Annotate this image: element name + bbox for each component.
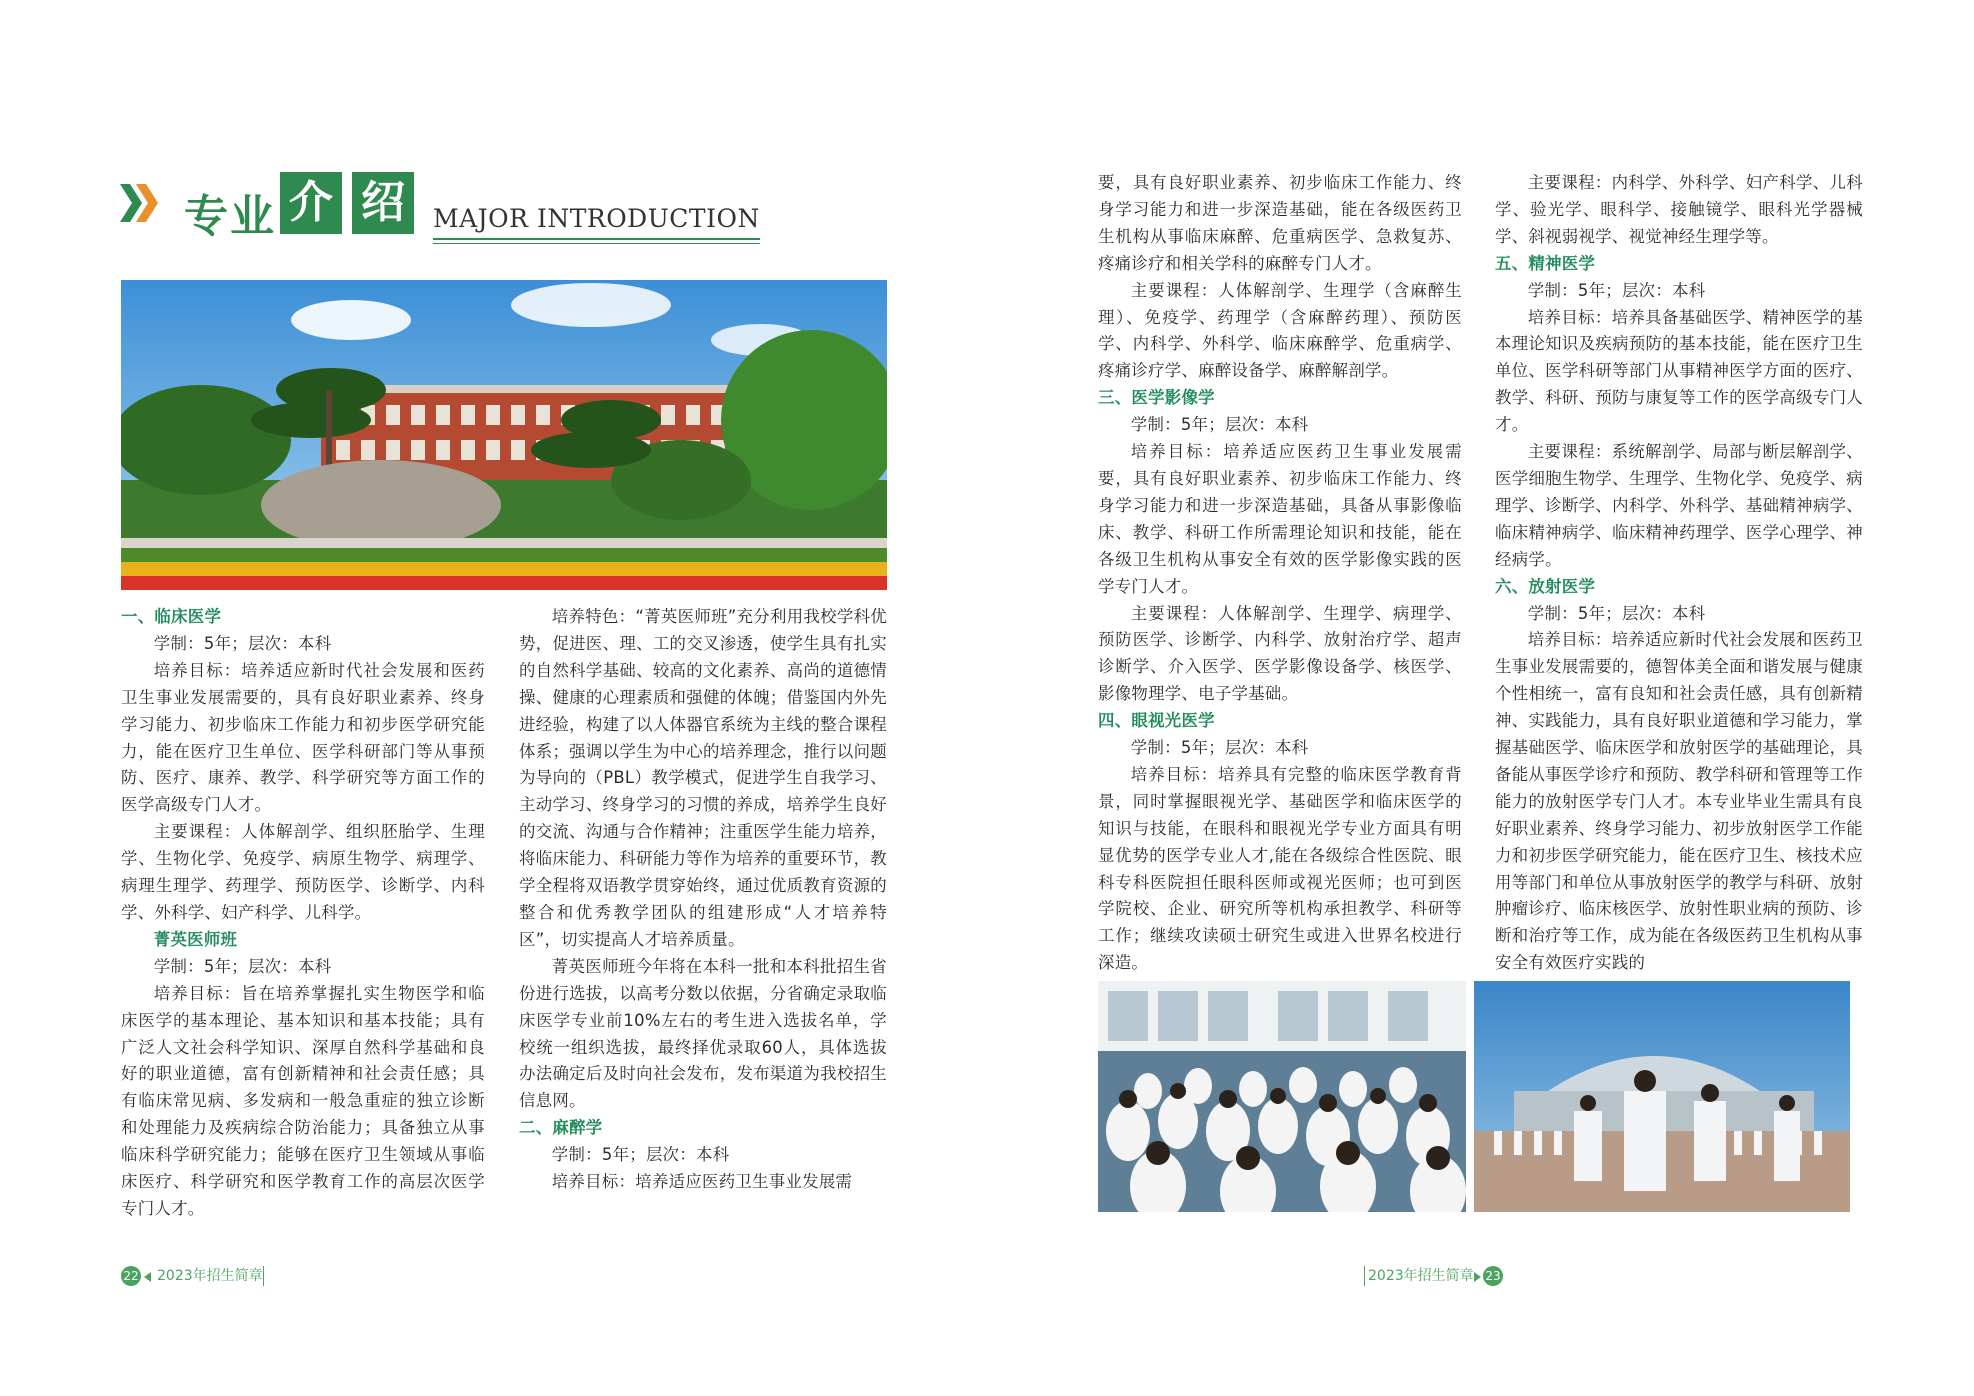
imaging-courses: 主要课程：人体解剖学、生理学、病理学、预防医学、诊断学、内科学、放射治疗学、超声诊断学、介入医学、医学影像设备学、核医学、影像物理学、电子学基础。: [1098, 603, 1462, 704]
footer-divider-left: [263, 1266, 264, 1286]
anesthesia-courses: 主要课程：人体解剖学、生理学（含麻醉生理）、免疫学、药理学（含麻醉药理）、预防医学、内科学、外科学、临床麻醉学、危重病学、疼痛诊疗学、麻醉设备学、麻醉解剖学。: [1098, 280, 1462, 381]
left-column-2: [519, 604, 887, 1196]
triangle-left-icon: [144, 1272, 151, 1282]
right-column-1: [1098, 170, 1462, 977]
title-underline-2: [433, 243, 760, 244]
elite-admission: 菁英医师班今年将在本科一批和本科批招生省份进行选拔，以高考分数以依据，分省确定录取临床医学专业前10%左右的考生进入选拔名单，学校统一组织选拔，最终择优录取60人，具体选拔办法确定后及时向社会发布，发布渠道为我校招生信息网。: [519, 956, 887, 1111]
optometry-duration: 学制：5年；层次：本科: [1130, 738, 1309, 758]
psychiatry-duration: 学制：5年；层次：本科: [1527, 280, 1706, 300]
clinical-goal: 培养目标：培养适应新时代社会发展和医药卫生事业发展需要的，具有良好职业素养、终身学习能力、初步临床工作能力和初步医学研究能力，能在医疗卫生单位、医学科研部门等从事预防、医疗、康养、教学、科学研究等方面工作的医学高级专门人才。: [121, 660, 485, 815]
page-number-right: 23: [1483, 1266, 1503, 1286]
section-heading-psychiatry: 五、精神医学: [1495, 253, 1596, 273]
clinical-courses: 主要课程：人体解剖学、组织胚胎学、生理学、生物化学、免疫学、病原生物学、病理学、病理生理学、药理学、预防医学、诊断学、内科学、外科学、妇产科学、儿科学。: [121, 822, 485, 922]
elite-feature: 培养特色：“菁英医师班”充分利用我校学科优势，促进医、理、工的交叉渗透，使学生具有扎实的自然科学基础、较高的文化素养、高尚的道德情操、健康的心理素质和强健的体魄；借鉴国内外先进经验，构建了以人体器官系统为主线的整合课程体系；强调以学生为中心的培养理念，推行以问题为导向的（PBL）教学模式，促进学生自我学习、主动学习、终身学习的习惯的养成，培养学生良好的交流、沟通与合作精神；注重医学生能力培养，将临床能力、科研能力等作为培养的重要环节，教学全程将双语教学贯穿始终，通过优质教育资源的整合和优秀教学团队的组建形成“人才培养特区”，切实提高人才培养质量。: [519, 607, 887, 949]
footer-divider-right: [1364, 1266, 1365, 1286]
chevron-orange-icon: [136, 184, 158, 222]
elite-duration: 学制：5年；层次：本科: [153, 956, 332, 976]
section-heading-clinical: 一、临床医学: [121, 607, 222, 626]
campus-photo: [121, 280, 887, 590]
footer-text-right: 2023年招生简章: [1368, 1268, 1474, 1284]
footer-text-left: 2023年招生简章: [157, 1268, 263, 1284]
left-column-1: [121, 604, 485, 1223]
classroom-photo: [1098, 981, 1466, 1212]
optometry-courses: 主要课程：内科学、外科学、妇产科学、儿科学、验光学、眼科学、接触镜学、眼科光学器械学、斜视弱视学、视觉神经生理学等。: [1495, 173, 1863, 246]
clinical-duration: 学制：5年；层次：本科: [153, 633, 332, 653]
subsection-heading-elite: 菁英医师班: [153, 929, 238, 949]
imaging-goal: 培养目标：培养适应医药卫生事业发展需要，具有良好职业素养、初步临床工作能力、终身学习能力和进一步深造基础，具备从事影像临床、教学、科研工作所需理论知识和技能，能在各级卫生机构从事安全有效的医学影像实践的医学专门人才。: [1098, 442, 1462, 596]
right-page: [987, 0, 1974, 1396]
title-cn-main: 专业: [184, 191, 276, 242]
page-number-left: 22: [121, 1266, 141, 1286]
psychiatry-courses: 主要课程：系统解剖学、局部与断层解剖学、医学细胞生物学、生理学、生物化学、免疫学、病理学、诊断学、内科学、外科学、基础精神病学、临床精神病学、临床精神药理学、医学心理学、神经病学。: [1495, 442, 1863, 569]
title-en: MAJOR INTRODUCTION: [433, 204, 760, 233]
optometry-goal: 培养目标：培养具有完整的临床医学教育背景，同时掌握眼视光学、基础医学和临床医学的知识与技能，在眼科和眼视光学专业方面具有明显优势的医学专业人才,能在各级综合性医院、眼科专科医院担任眼科医师或视光医师；也可到医学院校、企业、研究所等机构承担教学、科研等工作；继续攻读硕士研究生或进入世界名校进行深造。: [1098, 764, 1462, 973]
section-heading-imaging: 三、医学影像学: [1098, 388, 1215, 408]
anesthesia-goal-cont: 要，具有良好职业素养、初步临床工作能力、终身学习能力和进一步深造基础，能在各级医药卫生机构从事临床麻醉、危重病医学、急救复苏、疼痛诊疗和相关学科的麻醉专门人才。: [1098, 173, 1462, 273]
imaging-duration: 学制：5年；层次：本科: [1130, 415, 1309, 435]
psychiatry-goal: 培养目标：培养具备基础医学、精神医学的基本理论知识及疾病预防的基本技能，能在医疗卫生单位、医学科研等部门从事精神医学方面的医疗、教学、科研、预防与康复等工作的医学高级专门人才。: [1495, 307, 1863, 435]
anesthesia-duration: 学制：5年；层次：本科: [551, 1145, 730, 1165]
radiation-duration: 学制：5年；层次：本科: [1527, 603, 1706, 623]
title-cn-box-2: 绍: [352, 172, 414, 234]
anesthesia-goal-start: 培养目标：培养适应医药卫生事业发展需: [551, 1172, 853, 1192]
section-heading-optometry: 四、眼视光医学: [1098, 711, 1215, 731]
radiation-goal: 培养目标：培养适应新时代社会发展和医药卫生事业发展需要的，德智体美全面和谐发展与健康个性相统一，富有良知和社会责任感，具有创新精神、实践能力，具有良好职业道德和学习能力，掌握基础医学、临床医学和放射医学的基础理论，具备能从事医学诊疗和预防、教学科研和管理等工作能力的放射医学专门人才。本专业毕业生需具有良好职业素养、终身学习能力、初步放射医学工作能力和初步医学研究能力，能在医疗卫生、核技术应用等部门和单位从事放射医学的教学与科研、放射肿瘤诊疗、临床核医学、放射性职业病的预防、诊断和治疗等工作，成为能在各级医药卫生机构从事安全有效医疗实践的: [1495, 630, 1863, 973]
section-header: [120, 170, 760, 250]
triangle-right-icon: [1474, 1272, 1481, 1282]
section-heading-anesthesia: 二、麻醉学: [519, 1118, 603, 1138]
oath-ceremony-photo: [1474, 981, 1850, 1212]
title-underline-1: [433, 238, 760, 240]
elite-goal: 培养目标：旨在培养掌握扎实生物医学和临床医学的基本理论、基本知识和基本技能；具有广泛人文社会科学知识、深厚自然科学基础和良好的职业道德，富有创新精神和社会责任感；具有临床常见病、多发病和一般急重症的独立诊断和处理能力及疾病综合防治能力；具备独立从事临床科学研究能力；能够在医疗卫生领域从事临床医疗、科学研究和医学教育工作的高层次医学专门人才。: [121, 983, 485, 1218]
right-column-2: [1495, 170, 1863, 977]
section-heading-radiation: 六、放射医学: [1495, 576, 1596, 596]
title-cn-box-1: 介: [280, 172, 342, 234]
